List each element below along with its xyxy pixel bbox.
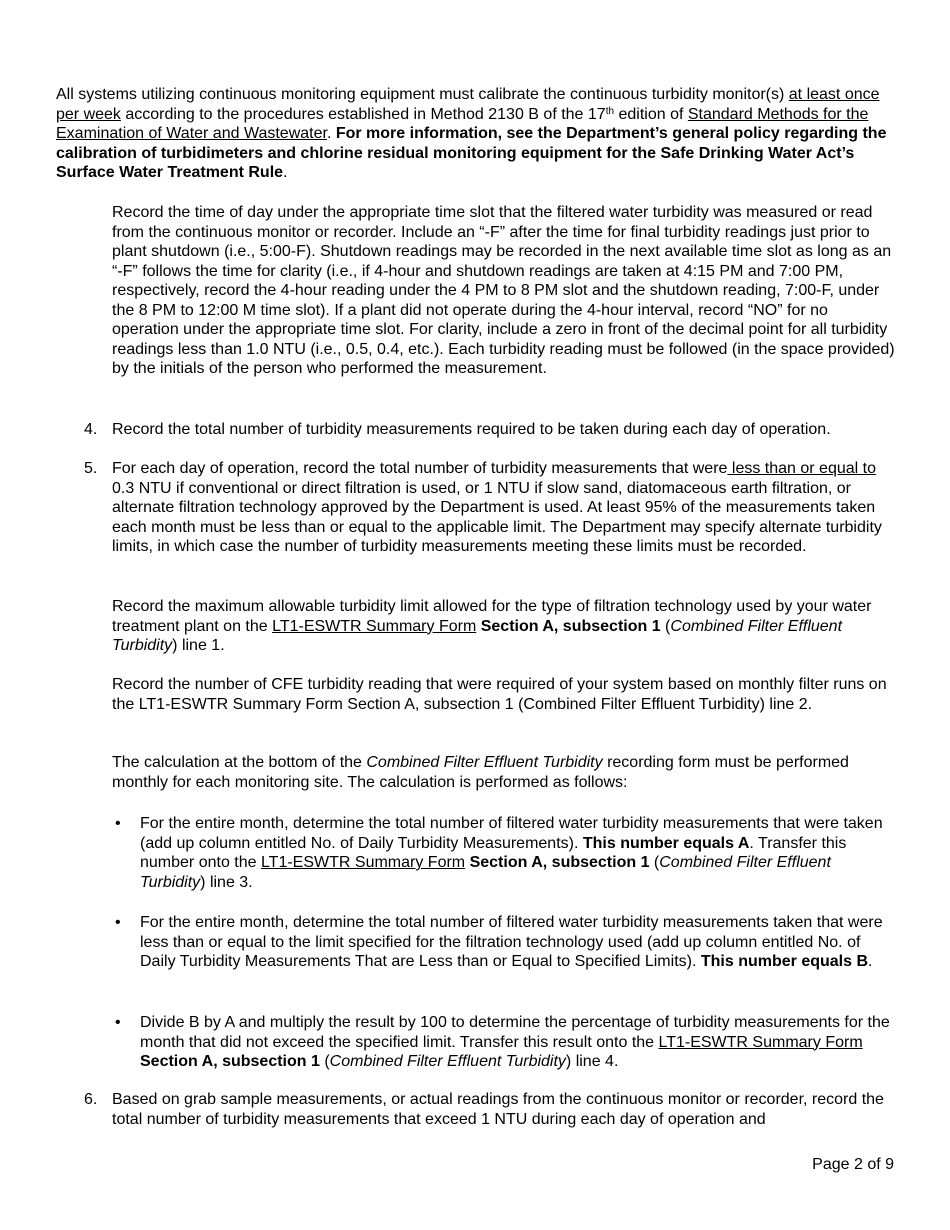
calculation-intro-paragraph: The calculation at the bottom of the Combined Filter Effluent Turbidity recording form must be performed monthly for each monitoring site. The calculation is performed as follows: <box>112 754 849 791</box>
calibration-paragraph: All systems utilizing continuous monitoring equipment must calibrate the continuous turbidity monitor(s) at least once per week according to the procedures established in Method 2130 B of the 17th edition of Standard Methods for the Examination of Water and Wastewater. For more information, see the Department’s general policy regarding the calibration of turbidimeters and chlorine residual monitoring equipment for the Safe Drinking Water Act’s Surface Water Treatment Rule. <box>56 86 887 181</box>
item-5-number: 5. <box>84 460 98 477</box>
item-4-text: Record the total number of turbidity measurements required to be taken during each day of operation. <box>112 421 831 438</box>
bullet-c-marker: • <box>115 1014 121 1031</box>
bullet-c-text: Divide B by A and multiply the result by 100 to determine the percentage of turbidity measurements for the month that did not exceed the specified limit. Transfer this result onto the LT1-ESWTR Summary Form Section A, subsection 1 (Combined Filter Effluent Turbidity) line 4. <box>140 1014 890 1070</box>
item-4-number: 4. <box>84 421 98 438</box>
item-6-number: 6. <box>84 1091 98 1108</box>
bullet-b-marker: • <box>115 914 121 931</box>
cfe-readings-paragraph: Record the number of CFE turbidity reading that were required of your system based on monthly filter runs on the LT1-ESWTR Summary Form Section A, subsection 1 (Combined Filter Effluent Turbidity) line 2. <box>112 676 887 713</box>
item-5-text: For each day of operation, record the total number of turbidity measurements that were less than or equal to 0.3 NTU if conventional or direct filtration is used, or 1 NTU if slow sand, diatomaceous earth filtration, or alternate filtration technology approved by the Department is used. At least 95% of the measurements taken each month must be less than or equal to the applicable limit. The Department may specify alternate turbidity limits, in which case the number of turbidity measurements meeting these limits must be recorded. <box>112 460 882 555</box>
bullet-a-text: For the entire month, determine the total number of filtered water turbidity measurements that were taken (add up column entitled No. of Daily Turbidity Measurements). This number equals A. Transfer this number onto the LT1-ESWTR Summary Form Section A, subsection 1 (Combined Filter Effluent Turbidity) line 3. <box>140 815 883 891</box>
max-turbidity-paragraph: Record the maximum allowable turbidity limit allowed for the type of filtration technology used by your water treatment plant on the LT1-ESWTR Summary Form Section A, subsection 1 (Combined Filter Effluent Turbidity) line 1. <box>112 598 872 654</box>
bullet-b-text: For the entire month, determine the total number of filtered water turbidity measurements taken that were less than or equal to the limit specified for the filtration technology used (add up column entitled No. of Daily Turbidity Measurements That are Less than or Equal to Specified Limits). This number equals B. <box>140 914 883 970</box>
item-6-text: Based on grab sample measurements, or actual readings from the continuous monitor or recorder, record the total number of turbidity measurements that exceed 1 NTU during each day of operation and <box>112 1091 884 1128</box>
page-number: Page 2 of 9 <box>812 1156 894 1173</box>
bullet-a-marker: • <box>115 815 121 832</box>
record-time-paragraph: Record the time of day under the appropriate time slot that the filtered water turbidity was measured or read from the continuous monitor or recorder. Include an “-F” after the time for final turbidity readings just prior to plant shutdown (i.e., 5:00-F). Shutdown readings may be recorded in the next available time slot as long as an “-F” follows the time for clarity (i.e., if 4-hour and shutdown readings are taken at 4:15 PM and 7:00 PM, respectively, record the 4-hour reading under the 4 PM to 8 PM slot and the shutdown reading, 7:00-F, under the 8 PM to 12:00 M time slot). If a plant did not operate during the 4-hour interval, record “NO” for no operation under the appropriate time slot. For clarity, include a zero in front of the decimal point for all turbidity readings less than 1.0 NTU (i.e., 0.5, 0.4, etc.). Each turbidity reading must be followed (in the space provided) by the initials of the person who performed the measurement. <box>112 204 895 377</box>
